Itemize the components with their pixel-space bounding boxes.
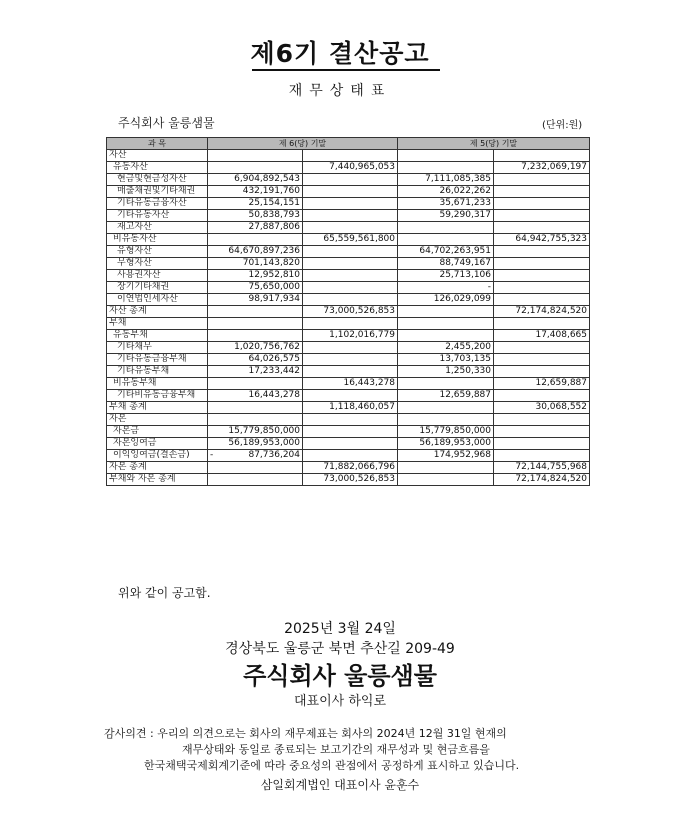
period-6-detail-cell: 432,191,760	[208, 186, 303, 198]
row-label: 자본잉여금	[107, 438, 208, 450]
period-5-detail-cell: 7,111,085,385	[398, 174, 494, 186]
period-6-subtotal-cell: 73,000,526,853	[303, 474, 398, 486]
negative-value: 87,736,204	[248, 450, 300, 460]
minus-sign: -	[210, 450, 214, 460]
period-5-detail-cell: 15,779,850,000	[398, 426, 494, 438]
period-5-subtotal-cell	[494, 294, 590, 306]
row-label: 기타채무	[107, 342, 208, 354]
table-row	[107, 366, 590, 378]
col-header-account: 과 목	[107, 138, 208, 150]
notice-date: 2025년 3월 24일	[284, 621, 396, 637]
company-label: 주식회사 울릉샘물	[118, 116, 215, 130]
period-6-subtotal-cell: 1,102,016,779	[303, 330, 398, 342]
ceo-name: 대표이사 하익로	[293, 694, 387, 709]
table-row	[107, 270, 590, 282]
period-5-subtotal-cell	[494, 150, 590, 162]
title-underline	[252, 69, 440, 71]
period-5-detail-cell	[398, 162, 494, 174]
period-5-detail-cell: 88,749,167	[398, 258, 494, 270]
table-row	[107, 426, 590, 438]
table-row	[107, 234, 590, 246]
period-6-detail-cell: 50,838,793	[208, 210, 303, 222]
period-5-detail-cell: 1,250,330	[398, 366, 494, 378]
balance-sheet-body	[107, 150, 590, 486]
period-6-subtotal-cell	[303, 366, 398, 378]
row-label: 부채 총계	[107, 402, 208, 414]
period-5-subtotal-cell	[494, 366, 590, 378]
period-6-subtotal-cell	[303, 186, 398, 198]
table-row	[107, 210, 590, 222]
row-label: 매출채권및기타채권	[107, 186, 208, 198]
period-6-detail-cell	[208, 402, 303, 414]
period-6-detail-cell: 16,443,278	[208, 390, 303, 402]
row-label: 기타비유동금융부채	[107, 390, 208, 402]
period-6-subtotal-cell	[303, 210, 398, 222]
table-row	[107, 438, 590, 450]
period-6-detail-cell	[208, 330, 303, 342]
row-label: 사용권자산	[107, 270, 208, 282]
table-row	[107, 414, 590, 426]
period-5-subtotal-cell	[494, 186, 590, 198]
audit-opinion-line-1: 감사의견 : 우리의 의견으로는 회사의 재무제표는 회사의 2024년 12월 31일 현재의	[104, 727, 507, 740]
row-label: 기타유동금융자산	[107, 198, 208, 210]
period-5-detail-cell: 174,952,968	[398, 450, 494, 462]
period-5-detail-cell	[398, 234, 494, 246]
period-5-detail-cell: 25,713,106	[398, 270, 494, 282]
company-address: 경상북도 울릉군 북면 추산길 209-49	[225, 641, 455, 657]
period-6-subtotal-cell: 73,000,526,853	[303, 306, 398, 318]
audit-opinion-line-3: 한국채택국제회계기준에 따라 중요성의 관점에서 공정하게 표시하고 있습니다.	[144, 759, 520, 772]
period-5-subtotal-cell	[494, 282, 590, 294]
period-5-detail-cell: 12,659,887	[398, 390, 494, 402]
period-5-subtotal-cell: 30,068,552	[494, 402, 590, 414]
row-label: 비유동자산	[107, 234, 208, 246]
period-6-subtotal-cell	[303, 414, 398, 426]
row-label: 비유동부채	[107, 378, 208, 390]
period-5-subtotal-cell	[494, 450, 590, 462]
period-5-subtotal-cell	[494, 318, 590, 330]
period-6-detail-cell: 27,887,806	[208, 222, 303, 234]
period-5-detail-cell: 56,189,953,000	[398, 438, 494, 450]
period-6-subtotal-cell: 71,882,066,796	[303, 462, 398, 474]
table-row	[107, 402, 590, 414]
table-row	[107, 246, 590, 258]
period-5-subtotal-cell: 72,174,824,520	[494, 474, 590, 486]
period-6-detail-cell: 98,917,934	[208, 294, 303, 306]
table-row	[107, 258, 590, 270]
table-row	[107, 306, 590, 318]
period-5-subtotal-cell	[494, 342, 590, 354]
period-5-detail-cell	[398, 330, 494, 342]
row-label: 기타유동자산	[107, 210, 208, 222]
period-5-subtotal-cell	[494, 426, 590, 438]
row-label: 자산 총계	[107, 306, 208, 318]
period-5-detail-cell	[398, 474, 494, 486]
row-label: 자본금	[107, 426, 208, 438]
period-6-detail-cell: 701,143,820	[208, 258, 303, 270]
table-row	[107, 390, 590, 402]
period-5-detail-cell	[398, 402, 494, 414]
period-6-detail-cell	[208, 162, 303, 174]
row-label: 이연법인세자산	[107, 294, 208, 306]
row-label: 기타유동금융부채	[107, 354, 208, 366]
row-label: 부채	[107, 318, 208, 330]
period-6-subtotal-cell	[303, 390, 398, 402]
period-6-subtotal-cell	[303, 174, 398, 186]
period-5-subtotal-cell: 72,174,824,520	[494, 306, 590, 318]
table-row	[107, 330, 590, 342]
period-6-detail-cell: 64,026,575	[208, 354, 303, 366]
period-6-subtotal-cell	[303, 294, 398, 306]
period-6-subtotal-cell	[303, 150, 398, 162]
period-5-subtotal-cell	[494, 258, 590, 270]
table-row	[107, 450, 590, 462]
period-5-subtotal-cell	[494, 414, 590, 426]
table-row	[107, 462, 590, 474]
period-5-detail-cell	[398, 414, 494, 426]
table-row	[107, 378, 590, 390]
row-label: 자본	[107, 414, 208, 426]
period-6-subtotal-cell	[303, 198, 398, 210]
period-5-detail-cell: 126,029,099	[398, 294, 494, 306]
table-row	[107, 198, 590, 210]
period-5-subtotal-cell	[494, 270, 590, 282]
period-6-subtotal-cell	[303, 270, 398, 282]
row-label: 현금및현금성자산	[107, 174, 208, 186]
period-5-detail-cell	[398, 318, 494, 330]
row-label: 기타유동부채	[107, 366, 208, 378]
row-label: 자산	[107, 150, 208, 162]
period-6-subtotal-cell: 7,440,965,053	[303, 162, 398, 174]
period-6-detail-cell: 75,650,000	[208, 282, 303, 294]
period-6-detail-cell	[208, 234, 303, 246]
period-6-detail-cell	[208, 318, 303, 330]
row-label: 자본 총계	[107, 462, 208, 474]
period-6-subtotal-cell	[303, 354, 398, 366]
period-6-detail-cell: 1,020,756,762	[208, 342, 303, 354]
period-6-subtotal-cell	[303, 222, 398, 234]
period-6-detail-cell: 6,904,892,543	[208, 174, 303, 186]
unit-label: (단위:원)	[542, 120, 583, 131]
period-5-detail-cell	[398, 222, 494, 234]
period-6-subtotal-cell: 16,443,278	[303, 378, 398, 390]
period-6-subtotal-cell: 1,118,460,057	[303, 402, 398, 414]
col-header-period-5: 제 5(당) 기말	[398, 138, 590, 150]
period-5-subtotal-cell: 72,144,755,968	[494, 462, 590, 474]
period-6-detail-cell	[208, 306, 303, 318]
period-6-detail-cell: 17,233,442	[208, 366, 303, 378]
period-6-subtotal-cell	[303, 318, 398, 330]
period-5-subtotal-cell	[494, 354, 590, 366]
period-5-detail-cell: -	[398, 282, 494, 294]
period-6-detail-cell: 15,779,850,000	[208, 426, 303, 438]
table-row	[107, 318, 590, 330]
period-5-detail-cell: 59,290,317	[398, 210, 494, 222]
table-row	[107, 294, 590, 306]
period-6-subtotal-cell	[303, 258, 398, 270]
period-5-detail-cell	[398, 462, 494, 474]
balance-sheet-table	[106, 137, 590, 486]
row-label: 무형자산	[107, 258, 208, 270]
table-row	[107, 342, 590, 354]
period-5-detail-cell: 2,455,200	[398, 342, 494, 354]
period-5-detail-cell: 35,671,233	[398, 198, 494, 210]
period-6-detail-cell: 25,154,151	[208, 198, 303, 210]
table-row	[107, 162, 590, 174]
statement-subtitle: 재무상태표	[288, 83, 392, 99]
table-row	[107, 222, 590, 234]
period-6-detail-cell	[208, 474, 303, 486]
audit-opinion	[104, 726, 624, 774]
audit-opinion-line-2: 재무상태와 동일로 종료되는 보고기간의 재무성과 및 현금흐름을	[182, 743, 490, 756]
period-5-detail-cell: 64,702,263,951	[398, 246, 494, 258]
period-5-subtotal-cell	[494, 390, 590, 402]
row-label: 부채와 자본 총계	[107, 474, 208, 486]
period-6-detail-cell: 64,670,897,236	[208, 246, 303, 258]
period-5-detail-cell	[398, 150, 494, 162]
period-6-subtotal-cell	[303, 282, 398, 294]
period-5-subtotal-cell: 12,659,887	[494, 378, 590, 390]
period-5-subtotal-cell	[494, 222, 590, 234]
row-label: 유동부채	[107, 330, 208, 342]
period-5-detail-cell: 13,703,135	[398, 354, 494, 366]
period-5-detail-cell	[398, 306, 494, 318]
table-row	[107, 474, 590, 486]
table-row	[107, 282, 590, 294]
period-5-subtotal-cell: 64,942,755,323	[494, 234, 590, 246]
period-5-detail-cell: 26,022,262	[398, 186, 494, 198]
table-row	[107, 354, 590, 366]
company-name: 주식회사 울릉샘물	[243, 662, 437, 690]
period-6-detail-cell	[208, 414, 303, 426]
table-row	[107, 174, 590, 186]
period-6-detail-cell	[208, 462, 303, 474]
period-5-subtotal-cell	[494, 174, 590, 186]
period-5-subtotal-cell	[494, 246, 590, 258]
row-label: 유동자산	[107, 162, 208, 174]
period-5-subtotal-cell: 7,232,069,197	[494, 162, 590, 174]
period-5-subtotal-cell	[494, 198, 590, 210]
row-label: 유형자산	[107, 246, 208, 258]
period-6-subtotal-cell	[303, 450, 398, 462]
col-header-period-6: 제 6(당) 기말	[208, 138, 398, 150]
period-6-subtotal-cell: 65,559,561,800	[303, 234, 398, 246]
period-6-detail-cell	[208, 378, 303, 390]
table-row	[107, 150, 590, 162]
period-5-subtotal-cell	[494, 438, 590, 450]
period-6-detail-cell	[208, 450, 303, 462]
notice-title: 제6기 결산공고	[250, 39, 430, 68]
period-6-subtotal-cell	[303, 438, 398, 450]
closing-statement: 위와 같이 공고함.	[118, 586, 211, 600]
period-6-detail-cell	[208, 150, 303, 162]
period-6-subtotal-cell	[303, 342, 398, 354]
table-row	[107, 186, 590, 198]
period-6-subtotal-cell	[303, 246, 398, 258]
row-label: 이익잉여금(결손금)	[107, 450, 208, 462]
period-6-detail-cell: 12,952,810	[208, 270, 303, 282]
row-label: 재고자산	[107, 222, 208, 234]
period-5-detail-cell	[398, 378, 494, 390]
period-5-subtotal-cell: 17,408,665	[494, 330, 590, 342]
period-5-subtotal-cell	[494, 210, 590, 222]
auditor-signature: 삼일회계법인 대표이사 윤훈수	[260, 778, 420, 792]
row-label: 장기기타채권	[107, 282, 208, 294]
period-6-detail-cell: 56,189,953,000	[208, 438, 303, 450]
period-6-subtotal-cell	[303, 426, 398, 438]
table-header-row	[107, 138, 590, 150]
